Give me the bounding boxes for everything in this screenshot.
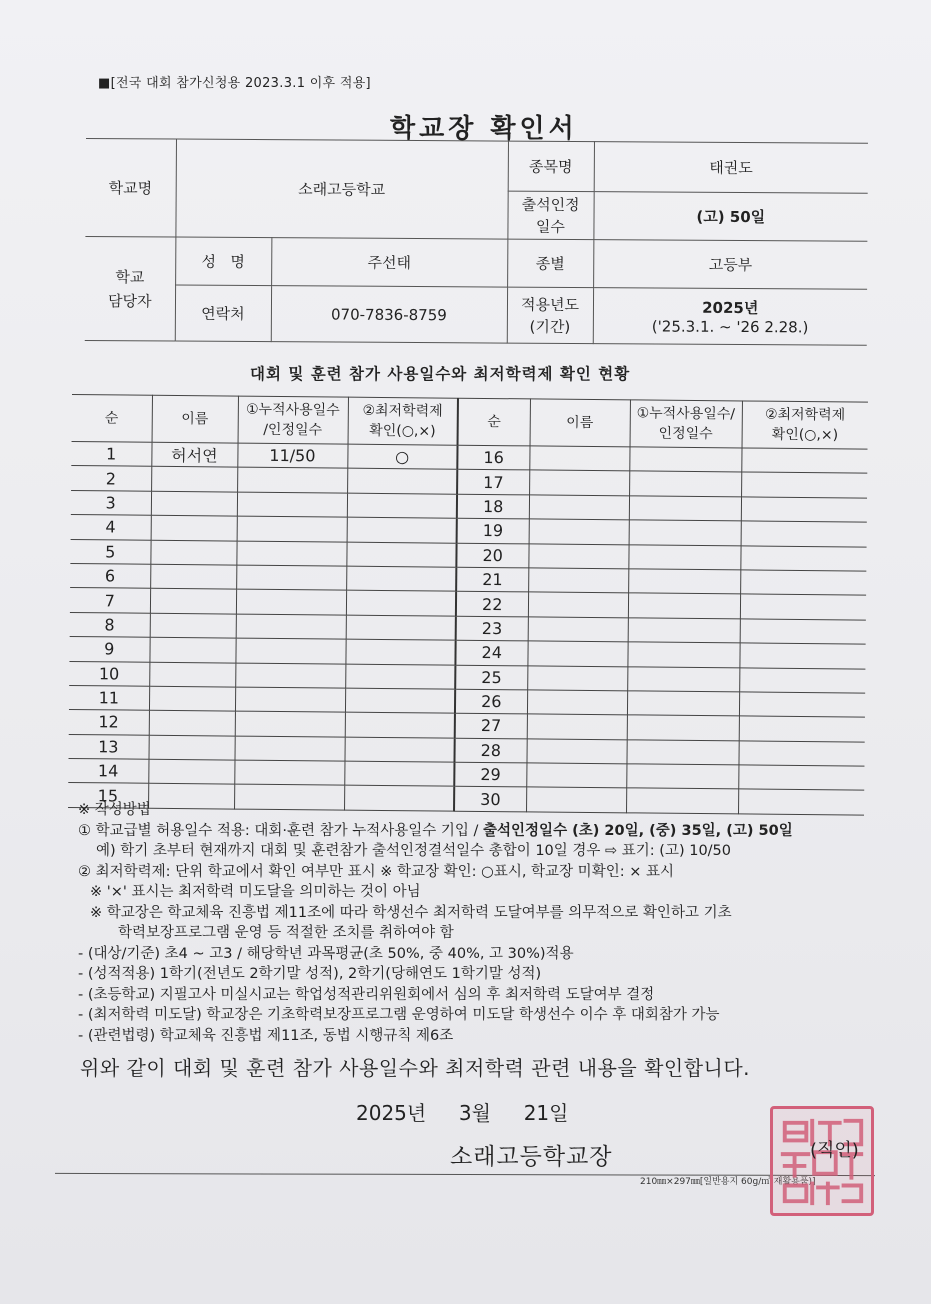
rows-days-right <box>629 496 741 521</box>
rows-no-right: 22 <box>456 592 528 617</box>
paper-spec: 210㎜×297㎜[일반용지 60g/㎡(재활용품)] <box>640 1177 816 1187</box>
rows-name <box>150 589 236 614</box>
rows-check <box>347 469 457 494</box>
rows-name-right <box>528 592 628 617</box>
section-title: 대회 및 훈련 참가 사용일수와 최저학력제 확인 현황 <box>250 365 631 383</box>
rows-days <box>236 565 346 590</box>
rows-days <box>236 614 346 639</box>
rows-no-right: 24 <box>455 640 527 665</box>
rows-check-right <box>740 570 866 596</box>
rows-name <box>151 467 237 492</box>
rows-check <box>344 761 454 786</box>
rows-check <box>345 712 455 737</box>
year-cell <box>593 288 867 346</box>
manager-name-label: 성 명 <box>175 237 271 286</box>
rows-days-right <box>629 447 741 472</box>
rows-check-right <box>741 521 867 547</box>
rows-no-right: 18 <box>457 494 529 519</box>
rows-check: ○ <box>347 444 457 469</box>
rows-no-right: 28 <box>454 738 526 763</box>
rows-no-right: 23 <box>456 616 528 641</box>
seal-label: (직인) <box>810 1140 859 1161</box>
rows-check <box>345 688 455 713</box>
col-header-name-right: 이름 <box>530 399 630 447</box>
rows-days <box>235 687 345 712</box>
document-title: 학교장 확인서 <box>390 114 578 144</box>
rows-name-right <box>528 617 628 642</box>
rows-name <box>150 564 236 589</box>
rows-name-right <box>529 495 629 520</box>
rows-name-right <box>527 641 627 666</box>
rows-no: 9 <box>69 637 149 662</box>
instruction-3: ※ '×' 표시는 최저학력 미도달을 의미하는 것이 아님 <box>90 884 421 900</box>
form-usage-note: ■[전국 대회 참가신청용 2023.3.1 이후 적용] <box>98 76 371 91</box>
rows-days-right <box>629 471 741 496</box>
instruction-8: - (초등학교) 지필고사 미실시교는 학업성적관리위원회에서 심의 후 최저학력 도달여부 결정 <box>78 986 655 1003</box>
rows-no: 2 <box>71 466 151 491</box>
rows-name-right <box>527 665 627 690</box>
rows-no: 10 <box>69 661 149 686</box>
rows-check <box>346 566 456 591</box>
rows-no-right: 20 <box>456 543 528 568</box>
col-header-no-left: 순 <box>72 394 152 442</box>
rows-no: 7 <box>70 588 150 613</box>
rows-days <box>237 492 347 517</box>
rows-name <box>150 540 236 565</box>
rows-days: 11/50 <box>237 443 347 468</box>
rows-days <box>236 589 346 614</box>
rows-name-right <box>528 568 628 593</box>
rows-check-right <box>738 765 864 791</box>
contact-value: 070-7836-8759 <box>271 286 507 343</box>
year-label: 적용년도 (기간) <box>507 287 593 344</box>
sport-label: 종목명 <box>508 141 594 192</box>
year-value: 2025년 <box>702 298 759 318</box>
col-header-days-left: ①누적사용일수 /인정일수 <box>238 396 348 444</box>
rows-days <box>235 638 345 663</box>
rows-check <box>346 615 456 640</box>
rows-name <box>150 613 236 638</box>
rows-no: 13 <box>69 734 149 759</box>
year-period: ('25.3.1. ~ '26 2.28.) <box>651 317 809 337</box>
rows-name-right <box>527 714 627 739</box>
instruction-10: - (관련법령) 학교체육 진흥법 제11조, 동법 시행규칙 제6조 <box>78 1027 454 1044</box>
rows-no: 14 <box>68 759 148 784</box>
rows-no-right: 26 <box>455 689 527 714</box>
col-header-check-left: ②최저학력제 확인(○,×) <box>348 397 458 445</box>
rows-name <box>149 637 235 662</box>
division-value: 고등부 <box>593 240 867 290</box>
rows-days <box>237 516 347 541</box>
rows-no-right: 25 <box>455 665 527 690</box>
rows-no: 15 <box>68 783 148 808</box>
rows-check <box>347 517 457 542</box>
rows-days <box>237 467 347 492</box>
rows-check-right <box>739 667 865 693</box>
rows-check <box>345 639 455 664</box>
rows-name <box>151 491 237 516</box>
school-info-table <box>85 138 868 346</box>
rows-name <box>149 711 235 736</box>
rows-check <box>344 737 454 762</box>
rows-name: 허서연 <box>151 442 237 467</box>
school-name-label: 학교명 <box>85 138 176 237</box>
issue-date: 2025년 3월 21일 <box>356 1101 569 1125</box>
rows-check-right <box>739 643 865 669</box>
col-header-check-right: ②최저학력제 확인(○,×) <box>742 401 868 449</box>
rows-days-right <box>626 740 738 765</box>
rows-check <box>346 542 456 567</box>
rows-no: 5 <box>70 539 150 564</box>
rows-no-right: 30 <box>454 787 526 812</box>
instructions <box>78 800 793 1046</box>
instruction-4: ※ 학교장은 학교체육 진흥법 제11조에 따라 학생선수 최저학력 도달여부를 의무적으로 확인하고 기초 <box>90 904 732 921</box>
rows-check-right <box>739 692 865 718</box>
rows-no: 11 <box>69 685 149 710</box>
rows-no: 4 <box>71 515 151 540</box>
rows-check-right <box>740 594 866 620</box>
col-header-no-right: 순 <box>458 398 530 446</box>
rows-name <box>151 515 237 540</box>
rows-name <box>148 735 234 760</box>
rows-days-right <box>627 691 739 716</box>
instruction-1-text: ① 학교급별 허용일수 적용: 대회·훈련 참가 누적사용일수 기입 / <box>78 822 484 839</box>
rows-no-right: 29 <box>454 762 526 787</box>
attendance-value: (고) 50일 <box>593 192 867 242</box>
rows-name <box>149 662 235 687</box>
rows-name <box>149 686 235 711</box>
rows-days <box>234 736 344 761</box>
instruction-6: - (대상/기준) 초4 ~ 고3 / 해당학년 과목평균(초 50%, 중 40%, 고 30%)적용 <box>78 945 574 962</box>
rows-no: 12 <box>69 710 149 735</box>
rows-check-right <box>740 619 866 645</box>
rows-no: 8 <box>70 612 150 637</box>
confirmation-statement: 위와 같이 대회 및 훈련 참가 사용일수와 최저학력 관련 내용을 확인합니다. <box>80 1056 751 1080</box>
rows-no-right: 27 <box>455 713 527 738</box>
rows-days-right <box>628 618 740 643</box>
rows-name-right <box>529 446 629 471</box>
rows-no: 1 <box>71 441 151 466</box>
participation-table <box>68 394 868 815</box>
contact-label: 연락처 <box>175 285 271 342</box>
instruction-1 <box>78 821 793 842</box>
rows-days <box>236 541 346 566</box>
rows-days-right <box>626 764 738 789</box>
rows-days-right <box>627 666 739 691</box>
rows-days <box>234 760 344 785</box>
rows-no: 3 <box>71 490 151 515</box>
rows-check-right <box>738 741 864 767</box>
rows-no-right: 16 <box>457 445 529 470</box>
rows-check-right <box>741 497 867 523</box>
rows-days-right <box>627 715 739 740</box>
instruction-1-example: 예) 학기 초부터 현재까지 대회 및 훈련참가 출석인정결석일수 총합이 10일 경우 ⇨ 표기: (고) 10/50 <box>96 843 732 859</box>
rows-no-right: 19 <box>457 518 529 543</box>
sport-value: 태권도 <box>594 142 868 194</box>
rows-days-right <box>628 544 740 569</box>
attendance-label: 출석인정 일수 <box>507 191 593 240</box>
manager-name-value: 주선태 <box>271 238 507 287</box>
rows-days-right <box>629 520 741 545</box>
division-label: 종별 <box>507 239 593 288</box>
rows-name-right <box>529 470 629 495</box>
rows-name-right <box>528 543 628 568</box>
rows-check-right <box>741 472 867 498</box>
rows-days-right <box>628 569 740 594</box>
instruction-1-bold: 출석인정일수 (초) 20일, (중) 35일, (고) 50일 <box>483 822 793 839</box>
rows-check <box>346 590 456 615</box>
school-name-value: 소래고등학교 <box>175 139 508 239</box>
rows-days-right <box>628 593 740 618</box>
rows-name-right <box>526 763 626 788</box>
rows-no-right: 17 <box>457 470 529 495</box>
rows-check-right <box>740 545 866 571</box>
rows-check-right <box>739 716 865 742</box>
participation-table-body <box>68 441 867 814</box>
rows-check <box>345 664 455 689</box>
rows-name-right <box>529 519 629 544</box>
rows-check <box>347 493 457 518</box>
instruction-9: - (최저학력 미도달) 학교장은 기초학력보장프로그램 운영하여 미도달 학생선수 이수 후 대회참가 가능 <box>78 1007 720 1023</box>
rows-check-right <box>741 448 867 474</box>
instruction-2: ② 최저학력제: 단위 학교에서 확인 여부만 표시 ※ 학교장 확인: ○표시, 학교장 미확인: × 표시 <box>78 863 674 880</box>
col-header-name-left: 이름 <box>152 395 238 443</box>
rows-days <box>235 711 345 736</box>
rows-no: 6 <box>70 563 150 588</box>
rows-name <box>148 759 234 784</box>
rows-no-right: 21 <box>456 567 528 592</box>
col-header-days-right: ①누적사용일수/ 인정일수 <box>630 400 742 448</box>
instruction-5: 학력보장프로그램 운영 등 적절한 조치를 취하여야 함 <box>118 925 454 941</box>
rows-days-right <box>627 642 739 667</box>
instruction-7: - (성적적용) 1학기(전년도 2학기말 성적), 2학기(당해연도 1학기말 성적) <box>78 966 542 982</box>
rows-days <box>235 663 345 688</box>
instructions-heading: ※ 작성방법 <box>78 802 151 818</box>
manager-label: 학교 담당자 <box>85 236 176 341</box>
rows-name-right <box>527 690 627 715</box>
principal-signature-line: 소래고등학교장 <box>450 1144 613 1170</box>
rows-name-right <box>526 739 626 764</box>
